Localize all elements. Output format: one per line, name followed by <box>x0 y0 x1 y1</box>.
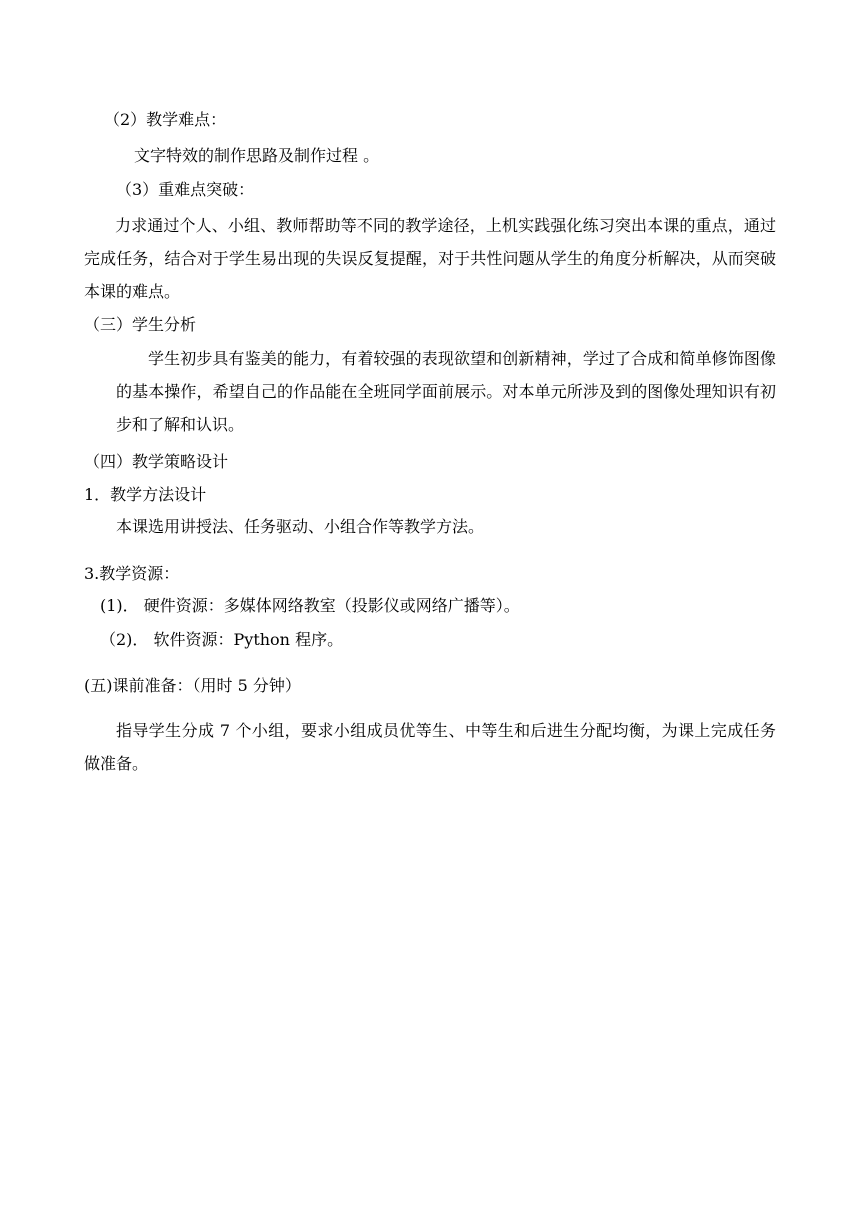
resource-item-hardware: (1)． 硬件资源：多媒体网络教室（投影仪或网络广播等）。 <box>100 596 520 615</box>
difficulty-content: 文字特效的制作思路及制作过程 。 <box>134 146 380 165</box>
students-heading: （三）学生分析 <box>84 315 197 334</box>
preparation-content: 指导学生分成 7 个小组，要求小组成员优等生、中等生和后进生分配均衡，为课上完成任务做准备。 <box>84 721 776 773</box>
students-paragraph <box>116 342 776 441</box>
breakthrough-paragraph <box>84 209 776 308</box>
preparation-paragraph <box>84 714 776 780</box>
breakthrough-heading: （3）重难点突破： <box>116 180 255 199</box>
strategy-heading: （四）教学策略设计 <box>84 452 229 471</box>
breakthrough-content: 力求通过个人、小组、教师帮助等不同的教学途径，上机实践强化练习突出本课的重点，通过完成任务，结合对于学生易出现的失误反复提醒，对于共性问题从学生的角度分析解决，从而突破本课的难点。 <box>84 216 776 301</box>
method-heading: 1．教学方法设计 <box>84 485 207 504</box>
resource-item-software: （2)． 软件资源：Python 程序。 <box>100 630 344 649</box>
preparation-heading: (五)课前准备：（用时 5 分钟） <box>84 676 301 695</box>
resources-heading: 3.教学资源： <box>84 564 180 583</box>
difficulty-heading: （2）教学难点： <box>104 110 227 129</box>
students-content: 学生初步具有鉴美的能力，有着较强的表现欲望和创新精神，学过了合成和简单修饰图像的基本操作，希望自己的作品能在全班同学面前展示。对本单元所涉及到的图像处理知识有初步和了解和认识。 <box>116 349 776 434</box>
method-content: 本课选用讲授法、任务驱动、小组合作等教学方法。 <box>116 517 485 536</box>
